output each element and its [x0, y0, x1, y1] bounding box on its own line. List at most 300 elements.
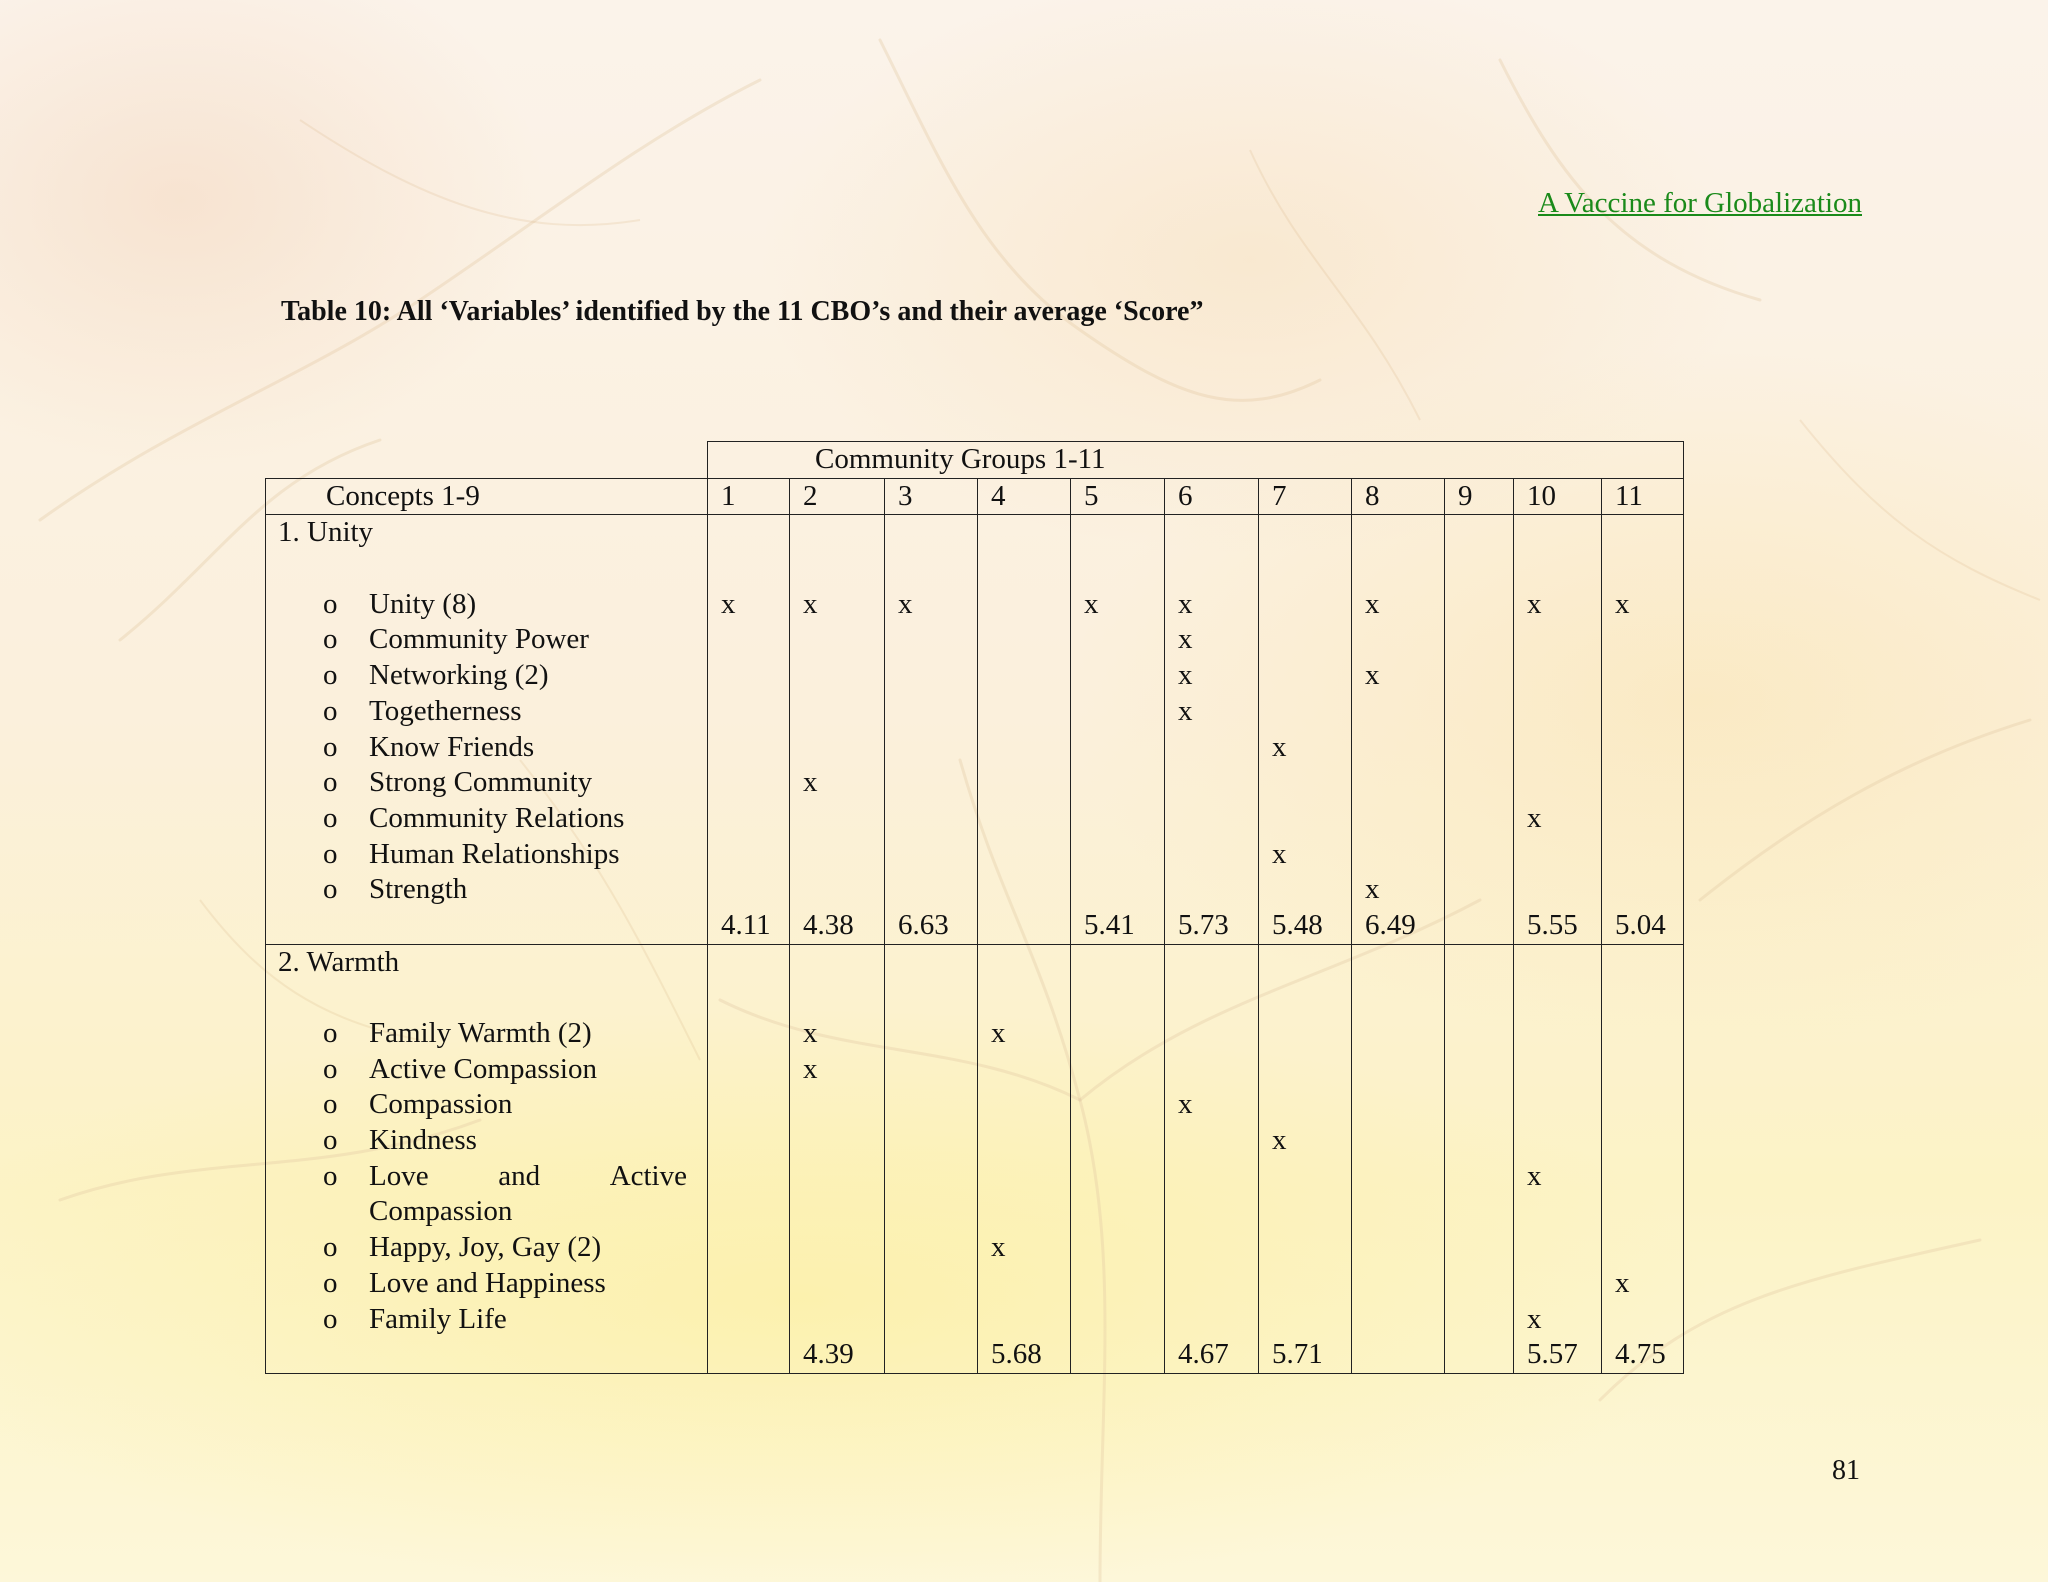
mark-cell [991, 1123, 1070, 1159]
mark-cell [803, 622, 884, 658]
word: Compassion [369, 1195, 513, 1228]
mark-cell [1084, 694, 1164, 730]
mark-cell [1615, 694, 1683, 730]
mark-cell [721, 872, 789, 908]
variable-label: Happy, Joy, Gay (2) [369, 1231, 602, 1264]
group-number-header: 7 [1259, 478, 1352, 515]
mark-cell [1527, 1123, 1601, 1159]
mark-cell [1178, 1266, 1258, 1302]
mark-cell [898, 872, 977, 908]
mark-cell: x [1272, 837, 1287, 870]
mark-cell [803, 730, 884, 766]
mark-cell [803, 1123, 884, 1159]
mark-cell [1615, 837, 1683, 873]
variable-item [266, 658, 707, 694]
concept-cell-unity [266, 515, 708, 944]
variable-label: Love and Happiness [369, 1266, 606, 1299]
score-cell: 5.57 [1527, 1338, 1578, 1371]
group-column [1259, 944, 1352, 1373]
variable-item [266, 694, 707, 730]
mark-cell [1084, 730, 1164, 766]
mark-cell [1084, 872, 1164, 908]
group-column [790, 515, 885, 944]
mark-cell [721, 1016, 789, 1052]
word: Love [369, 1159, 429, 1192]
mark-cell [1272, 801, 1351, 837]
bullet-icon: o [323, 1302, 338, 1335]
mark-cell [1527, 694, 1601, 730]
group-column [885, 944, 978, 1373]
score-cell: 5.41 [1084, 908, 1135, 941]
mark-cell: x [803, 1052, 818, 1085]
mark-cell [1458, 765, 1513, 801]
bullet-icon: o [323, 766, 338, 799]
bullet-icon: o [323, 837, 338, 870]
mark-cell: x [721, 587, 736, 620]
word: Active [609, 1159, 687, 1192]
group-column [1071, 515, 1165, 944]
mark-cell [721, 1302, 789, 1338]
mark-cell [991, 1087, 1070, 1123]
bullet-icon: o [323, 1159, 338, 1192]
mark-cell [1272, 1016, 1351, 1052]
group-number-header: 8 [1352, 478, 1445, 515]
score-cell [1084, 1337, 1164, 1373]
group-number-header: 11 [1602, 478, 1684, 515]
group-column [1259, 515, 1352, 944]
mark-cell [898, 837, 977, 873]
mark-cell [898, 1302, 977, 1338]
variable-item [266, 1159, 707, 1195]
mark-cell [991, 1052, 1070, 1088]
mark-cell [803, 1230, 884, 1266]
mark-cell [1458, 801, 1513, 837]
variable-label: Human Relationships [369, 837, 620, 870]
variable-label: Strong Community [369, 766, 593, 799]
mark-cell [1527, 837, 1601, 873]
mark-cell [1365, 622, 1444, 658]
mark-cell [1084, 1302, 1164, 1338]
concept-title: 1. Unity [278, 516, 374, 549]
variable-label: Compassion [369, 1088, 513, 1121]
mark-cell: x [1178, 587, 1193, 620]
variable-item [266, 1016, 707, 1052]
mark-cell [1615, 658, 1683, 694]
mark-cell [1365, 1123, 1444, 1159]
group-column [978, 944, 1071, 1373]
mark-cell: x [1527, 587, 1542, 620]
score-cell: 4.39 [803, 1338, 854, 1371]
mark-cell [1084, 1230, 1164, 1266]
mark-cell [991, 801, 1070, 837]
group-number-header: 2 [790, 478, 885, 515]
section-row-unity [266, 515, 1684, 944]
group-column [1165, 944, 1259, 1373]
group-column [1445, 515, 1514, 944]
mark-cell [1084, 658, 1164, 694]
mark-cell: x [991, 1231, 1006, 1264]
mark-cell [1178, 1123, 1258, 1159]
mark-cell [1365, 837, 1444, 873]
variable-item [266, 730, 707, 766]
score-cell: 5.68 [991, 1338, 1042, 1371]
mark-cell [1365, 1016, 1444, 1052]
table-title: Table 10: All ‘Variables’ identified by the 11 CBO’s and their average ‘Score” [281, 296, 1204, 327]
mark-cell: x [1084, 587, 1099, 620]
mark-cell [721, 1266, 789, 1302]
mark-cell [1365, 765, 1444, 801]
score-cell [898, 1337, 977, 1373]
mark-cell: x [1365, 587, 1380, 620]
mark-cell [1458, 622, 1513, 658]
mark-cell: x [1527, 801, 1542, 834]
mark-cell [898, 658, 977, 694]
mark-cell [1084, 1087, 1164, 1123]
bullet-icon: o [323, 730, 338, 763]
score-cell [1458, 908, 1513, 944]
mark-cell [1458, 1266, 1513, 1302]
score-cell: 6.63 [898, 908, 949, 941]
variable-label: Community Power [369, 623, 589, 656]
mark-cell [721, 622, 789, 658]
variable-label: Unity (8) [369, 587, 477, 620]
mark-cell: x [803, 1017, 818, 1050]
mark-cell [898, 1266, 977, 1302]
variable-item [266, 1302, 707, 1338]
variable-item [266, 1087, 707, 1123]
mark-cell [1272, 658, 1351, 694]
mark-cell [1084, 622, 1164, 658]
mark-cell [1527, 872, 1601, 908]
mark-cell [721, 1123, 789, 1159]
mark-cell [721, 694, 789, 730]
mark-cell [1084, 837, 1164, 873]
group-number-header: 3 [885, 478, 978, 515]
column-header-row [266, 478, 1684, 515]
mark-cell [1458, 694, 1513, 730]
group-number-header: 10 [1514, 478, 1602, 515]
variable-label: Togetherness [369, 694, 522, 727]
mark-cell: x [1178, 659, 1193, 692]
mark-cell [1527, 622, 1601, 658]
mark-cell [803, 1159, 884, 1195]
mark-cell [803, 658, 884, 694]
mark-cell [1084, 1266, 1164, 1302]
mark-cell [721, 765, 789, 801]
variable-item [266, 1123, 707, 1159]
variable-item [266, 1230, 707, 1266]
bullet-icon: o [323, 659, 338, 692]
concept-title: 2. Warmth [278, 945, 400, 978]
bullet-icon: o [323, 1231, 338, 1264]
mark-cell [1272, 1159, 1351, 1195]
running-header-link[interactable]: A Vaccine for Globalization [1538, 187, 1862, 219]
mark-cell [1615, 1159, 1683, 1195]
variable-label: Networking (2) [369, 659, 549, 692]
mark-cell [1084, 765, 1164, 801]
score-cell: 5.48 [1272, 908, 1323, 941]
group-column [1514, 515, 1602, 944]
score-cell: 4.67 [1178, 1338, 1229, 1371]
variables-table [265, 441, 1684, 1374]
mark-cell [1615, 622, 1683, 658]
mark-cell [898, 1123, 977, 1159]
mark-cell [1458, 1230, 1513, 1266]
mark-cell: x [1178, 623, 1193, 656]
group-column [708, 515, 790, 944]
variable-item [266, 587, 707, 623]
mark-cell [898, 801, 977, 837]
mark-cell: x [898, 587, 913, 620]
mark-cell [898, 1016, 977, 1052]
mark-cell [803, 694, 884, 730]
bullet-icon: o [323, 1088, 338, 1121]
mark-cell [1458, 837, 1513, 873]
group-column [1352, 944, 1445, 1373]
community-groups-header: Community Groups 1-11 [708, 442, 1684, 479]
variable-label: Kindness [369, 1124, 477, 1157]
mark-cell [1178, 1052, 1258, 1088]
mark-cell [721, 730, 789, 766]
mark-cell [991, 658, 1070, 694]
mark-cell [1615, 872, 1683, 908]
mark-cell [1272, 1230, 1351, 1266]
mark-cell [721, 801, 789, 837]
mark-cell [1178, 1302, 1258, 1338]
score-cell [1458, 1337, 1513, 1373]
mark-cell: x [1272, 1124, 1287, 1157]
variable-label: Family Warmth (2) [369, 1017, 592, 1050]
group-column [1445, 944, 1514, 1373]
variable-label: Strength [369, 873, 468, 906]
mark-cell [1527, 1266, 1601, 1302]
mark-cell [1527, 1087, 1601, 1123]
mark-cell [721, 1087, 789, 1123]
mark-cell [803, 872, 884, 908]
mark-cell [1178, 1230, 1258, 1266]
mark-cell [1458, 872, 1513, 908]
mark-cell [1615, 765, 1683, 801]
mark-cell: x [1365, 659, 1380, 692]
mark-cell [1365, 1230, 1444, 1266]
mark-cell [1365, 1052, 1444, 1088]
mark-cell [991, 765, 1070, 801]
group-number-header: 1 [708, 478, 790, 515]
mark-cell [1458, 1052, 1513, 1088]
mark-cell [1178, 801, 1258, 837]
mark-cell [1527, 1052, 1601, 1088]
score-cell: 5.55 [1527, 908, 1578, 941]
mark-cell [1178, 765, 1258, 801]
mark-cell [1084, 1159, 1164, 1195]
mark-cell [1084, 1052, 1164, 1088]
mark-cell [991, 1159, 1070, 1195]
mark-cell [803, 1087, 884, 1123]
mark-cell [1272, 622, 1351, 658]
mark-cell [991, 872, 1070, 908]
variable-item [266, 622, 707, 658]
mark-cell [898, 1052, 977, 1088]
group-column [885, 515, 978, 944]
section-row-warmth [266, 944, 1684, 1373]
group-column [1602, 944, 1684, 1373]
mark-cell [1458, 587, 1513, 623]
mark-cell [1458, 730, 1513, 766]
mark-cell [1272, 872, 1351, 908]
mark-cell [1458, 1159, 1513, 1195]
mark-cell [1458, 1016, 1513, 1052]
group-header-row [266, 442, 1684, 479]
mark-cell [1365, 1087, 1444, 1123]
mark-cell [1272, 1302, 1351, 1338]
mark-cell [1272, 1266, 1351, 1302]
variable-item [266, 801, 707, 837]
score-cell [991, 908, 1070, 944]
bullet-icon: o [323, 587, 338, 620]
mark-cell [1178, 837, 1258, 873]
mark-cell [721, 837, 789, 873]
group-column [790, 944, 885, 1373]
mark-cell [991, 730, 1070, 766]
mark-cell [803, 1266, 884, 1302]
score-cell: 6.49 [1365, 908, 1416, 941]
group-number-header: 9 [1445, 478, 1514, 515]
mark-cell [898, 1087, 977, 1123]
variable-item-continuation [266, 1194, 707, 1230]
group-number-header: 4 [978, 478, 1071, 515]
group-column [1071, 944, 1165, 1373]
variable-label-justified [369, 1159, 687, 1195]
mark-cell: x [1365, 873, 1380, 906]
mark-cell [1527, 765, 1601, 801]
mark-cell [1365, 1266, 1444, 1302]
group-number-header: 6 [1165, 478, 1259, 515]
variable-item [266, 1266, 707, 1302]
mark-cell [1178, 730, 1258, 766]
variable-item [266, 765, 707, 801]
group-column [708, 944, 790, 1373]
mark-cell [721, 1052, 789, 1088]
group-column [1514, 944, 1602, 1373]
mark-cell [1084, 801, 1164, 837]
mark-cell [898, 622, 977, 658]
mark-cell [1615, 1302, 1683, 1338]
mark-cell: x [991, 1017, 1006, 1050]
variable-label: Family Life [369, 1302, 507, 1335]
mark-cell: x [1615, 587, 1630, 620]
concept-cell-warmth [266, 944, 708, 1373]
bullet-icon: o [323, 1266, 338, 1299]
mark-cell [1527, 730, 1601, 766]
group-column [1165, 515, 1259, 944]
mark-cell [1615, 1230, 1683, 1266]
mark-cell [1527, 1230, 1601, 1266]
mark-cell [1178, 872, 1258, 908]
mark-cell: x [803, 766, 818, 799]
mark-cell [1615, 1087, 1683, 1123]
mark-cell: x [1527, 1302, 1542, 1335]
mark-cell [803, 837, 884, 873]
score-cell: 4.11 [721, 908, 771, 941]
mark-cell [803, 801, 884, 837]
mark-cell [1615, 730, 1683, 766]
mark-cell [991, 837, 1070, 873]
mark-cell [991, 622, 1070, 658]
score-cell: 5.73 [1178, 908, 1229, 941]
mark-cell [721, 1230, 789, 1266]
bullet-icon: o [323, 694, 338, 727]
score-cell [1365, 1337, 1444, 1373]
mark-cell [1615, 1052, 1683, 1088]
bullet-icon: o [323, 623, 338, 656]
mark-cell [1615, 801, 1683, 837]
concepts-header: Concepts 1-9 [266, 478, 708, 515]
group-number-header: 5 [1071, 478, 1165, 515]
score-cell: 4.38 [803, 908, 854, 941]
page-number: 81 [1832, 1455, 1860, 1486]
score-cell: 5.04 [1615, 908, 1666, 941]
mark-cell: x [1178, 1088, 1193, 1121]
variable-label: Community Relations [369, 801, 625, 834]
score-cell: 4.75 [1615, 1338, 1666, 1371]
variable-label: Know Friends [369, 730, 535, 763]
mark-cell [991, 1302, 1070, 1338]
mark-cell [721, 1159, 789, 1195]
mark-cell [991, 587, 1070, 623]
mark-cell [991, 694, 1070, 730]
mark-cell [1527, 1016, 1601, 1052]
mark-cell [898, 730, 977, 766]
score-cell [721, 1337, 789, 1373]
group-column [978, 515, 1071, 944]
mark-cell [1084, 1123, 1164, 1159]
mark-cell [1615, 1016, 1683, 1052]
bullet-icon: o [323, 1124, 338, 1157]
mark-cell [1527, 658, 1601, 694]
group-column [1602, 515, 1684, 944]
mark-cell: x [803, 587, 818, 620]
mark-cell [1178, 1016, 1258, 1052]
mark-cell [1272, 1052, 1351, 1088]
mark-cell [991, 1266, 1070, 1302]
score-cell: 5.71 [1272, 1338, 1323, 1371]
mark-cell [1272, 765, 1351, 801]
mark-cell [898, 694, 977, 730]
mark-cell [1272, 694, 1351, 730]
bullet-icon: o [323, 873, 338, 906]
mark-cell [1458, 1087, 1513, 1123]
variable-label: Active Compassion [369, 1052, 597, 1085]
mark-cell [1272, 1087, 1351, 1123]
mark-cell [1084, 1016, 1164, 1052]
mark-cell [898, 1159, 977, 1195]
word: and [498, 1159, 541, 1192]
mark-cell [1458, 1123, 1513, 1159]
mark-cell [898, 765, 977, 801]
mark-cell [1365, 694, 1444, 730]
mark-cell [1365, 730, 1444, 766]
bullet-icon: o [323, 801, 338, 834]
mark-cell [1458, 1302, 1513, 1338]
mark-cell [1272, 587, 1351, 623]
mark-cell [1615, 1123, 1683, 1159]
mark-cell [1178, 1159, 1258, 1195]
mark-cell [1365, 801, 1444, 837]
mark-cell [1458, 658, 1513, 694]
variable-item [266, 1052, 707, 1088]
mark-cell: x [1178, 694, 1193, 727]
mark-cell: x [1527, 1159, 1542, 1192]
